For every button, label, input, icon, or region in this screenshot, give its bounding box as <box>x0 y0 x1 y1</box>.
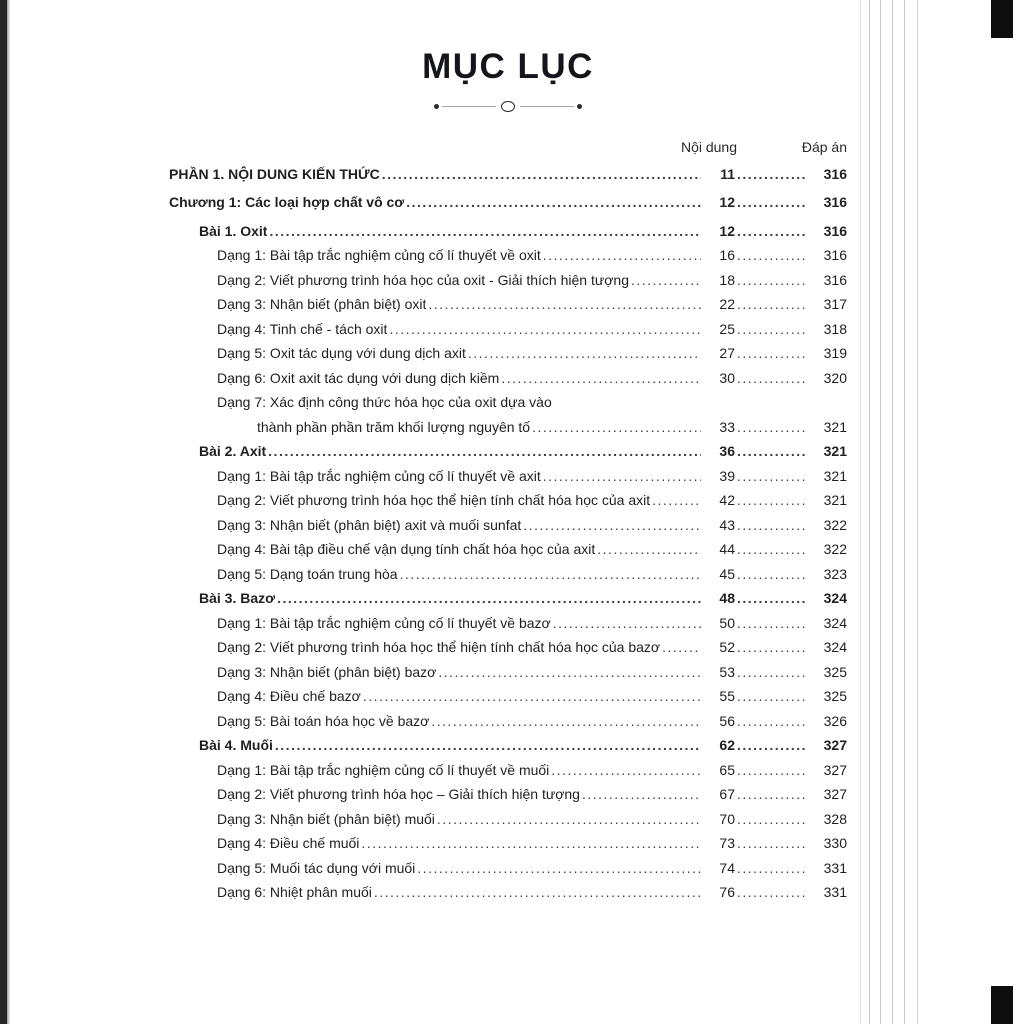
dot-leader <box>737 758 805 783</box>
answer-page-number: 316 <box>823 165 847 182</box>
dot-leader <box>382 162 701 187</box>
content-page-number: 65 <box>719 761 735 778</box>
toc-entry <box>169 537 847 562</box>
divider-ring-icon <box>501 101 515 112</box>
dot-leader <box>737 292 805 317</box>
dot-leader <box>737 831 805 856</box>
dot-leader <box>662 635 701 660</box>
divider-line <box>520 106 574 107</box>
dot-leader <box>631 268 701 293</box>
dot-leader <box>737 660 805 685</box>
toc-entry-label: Dạng 4: Điều chế muối <box>217 835 360 851</box>
toc-list <box>169 162 847 905</box>
toc-entry-label: Dạng 2: Viết phương trình hóa học thể hiện tính chất hóa học của bazơ <box>217 639 661 655</box>
toc-entry-label: Dạng 3: Nhận biết (phân biệt) axit và muối sunfat <box>217 516 522 533</box>
content-page-number: 11 <box>720 165 735 182</box>
dot-leader <box>737 464 805 489</box>
answer-page-number: 316 <box>823 222 847 239</box>
toc-entry <box>169 513 847 538</box>
answer-page-number: 324 <box>823 614 847 631</box>
dot-leader <box>400 562 701 587</box>
toc-entry-label: Dạng 5: Muối tác dụng với muối <box>217 859 416 876</box>
content-page-number: 44 <box>719 541 735 557</box>
dot-leader <box>582 782 701 807</box>
content-page-number: 50 <box>719 614 735 631</box>
toc-entry <box>169 880 847 905</box>
dot-leader <box>431 709 701 734</box>
page-title: MỤC LỤC <box>422 47 594 86</box>
dot-leader <box>468 341 701 366</box>
content-page-number: 16 <box>719 247 735 263</box>
dot-leader <box>532 415 701 440</box>
answer-page-number: 321 <box>823 467 847 484</box>
page-edge-line <box>860 0 861 1024</box>
content-page-number: 74 <box>719 859 735 876</box>
dot-leader <box>737 488 805 513</box>
dot-leader <box>737 341 805 366</box>
content-page-number: 70 <box>719 810 735 827</box>
answer-page-number: 330 <box>823 835 847 851</box>
toc-entry <box>169 782 847 807</box>
page-edge-line <box>869 0 870 1024</box>
dot-leader <box>737 366 805 391</box>
book-cover-corner-bottom <box>991 986 1013 1024</box>
dot-leader <box>551 758 701 783</box>
toc-entry-label: Dạng 4: Bài tập điều chế vận dụng tính chất hóa học của axit <box>217 541 596 557</box>
answer-page-number: 331 <box>823 859 847 876</box>
dot-leader <box>269 219 701 244</box>
dot-leader <box>437 807 701 832</box>
book-spine-shadow <box>7 0 10 1024</box>
answer-page-number: 321 <box>823 418 847 435</box>
answer-page-number: 326 <box>823 712 847 729</box>
dot-leader <box>737 562 805 587</box>
page-edge-line <box>904 0 905 1024</box>
toc-entry <box>169 758 847 783</box>
page-edge-line <box>892 0 893 1024</box>
dot-leader <box>406 190 701 215</box>
content-page-number: 25 <box>719 320 735 337</box>
toc-entry <box>169 243 847 268</box>
answer-page-number: 327 <box>823 786 847 802</box>
toc-entry <box>169 733 847 758</box>
content-page-number: 52 <box>719 639 735 655</box>
toc-entry <box>169 366 847 391</box>
dot-leader <box>737 611 805 636</box>
content-page-number: 76 <box>719 884 735 900</box>
answer-page-number: 317 <box>823 296 847 312</box>
dot-leader <box>553 611 701 636</box>
toc-entry-label: Bài 4. Muối <box>199 737 273 753</box>
toc-entry-label: Dạng 5: Bài toán hóa học về bazơ <box>217 712 430 729</box>
content-page-number: 48 <box>719 590 735 606</box>
dot-leader <box>268 439 701 464</box>
dot-leader <box>737 586 805 611</box>
dot-leader <box>737 807 805 832</box>
dot-leader <box>737 513 805 538</box>
answer-page-number: 323 <box>823 565 847 582</box>
content-page-number: 18 <box>719 271 735 288</box>
content-page-number: 27 <box>719 345 735 361</box>
toc-entry-label: Dạng 5: Oxit tác dụng với dung dịch axit <box>217 345 466 361</box>
toc-entry <box>169 660 847 685</box>
dot-leader <box>737 243 805 268</box>
toc-page <box>169 0 847 905</box>
dot-leader <box>363 684 701 709</box>
answer-page-number: 316 <box>823 247 847 263</box>
dot-leader <box>737 537 805 562</box>
content-page-number: 36 <box>719 443 735 459</box>
book-spine-edge <box>0 0 7 1024</box>
content-page-number: 22 <box>719 296 735 312</box>
answer-page-number: 322 <box>823 541 847 557</box>
answer-column-header: Đáp án <box>801 138 847 155</box>
dot-leader <box>737 880 805 905</box>
toc-entry-label: Dạng 6: Nhiệt phân muối <box>217 884 372 900</box>
dot-leader <box>374 880 701 905</box>
answer-page-number: 320 <box>823 369 847 386</box>
dot-leader <box>389 317 701 342</box>
toc-entry <box>169 831 847 856</box>
answer-page-number: 316 <box>823 271 847 288</box>
toc-entry-label: thành phần phần trăm khối lượng nguyên tố <box>257 418 531 435</box>
toc-entry-label: Dạng 1: Bài tập trắc nghiệm củng cố lí thuyết về axit <box>217 467 541 484</box>
divider-dot-icon <box>434 104 439 109</box>
dot-leader <box>737 782 805 807</box>
toc-entry-label: Bài 2. Axit <box>199 443 267 459</box>
content-page-number: 56 <box>719 712 735 729</box>
toc-entry-label: Dạng 3: Nhận biết (phân biệt) oxit <box>217 296 427 312</box>
answer-page-number: 327 <box>823 737 847 753</box>
answer-page-number: 318 <box>823 320 847 337</box>
content-page-number: 30 <box>719 369 735 386</box>
toc-entry <box>169 162 847 187</box>
toc-entry <box>169 439 847 464</box>
dot-leader <box>523 513 701 538</box>
content-page-number: 43 <box>719 516 735 533</box>
toc-entry-label: Dạng 7: Xác định công thức hóa học của oxit dựa vào <box>217 394 552 410</box>
content-column-header: Nội dung <box>680 138 737 155</box>
toc-entry-label: Dạng 6: Oxit axit tác dụng với dung dịch kiềm <box>217 369 500 386</box>
content-page-number: 45 <box>719 565 735 582</box>
answer-page-number: 319 <box>823 345 847 361</box>
dot-leader <box>737 439 805 464</box>
dot-leader <box>417 856 701 881</box>
toc-entry-label: Dạng 1: Bài tập trắc nghiệm củng cố lí thuyết về muối <box>217 761 550 778</box>
column-headers <box>169 139 847 155</box>
toc-entry-label: Bài 1. Oxit <box>199 222 268 239</box>
answer-page-number: 327 <box>823 761 847 778</box>
toc-entry-label: Dạng 4: Điều chế bazơ <box>217 688 361 704</box>
answer-page-number: 324 <box>823 639 847 655</box>
dot-leader <box>438 660 701 685</box>
toc-entry-label: Dạng 2: Viết phương trình hóa học của oxit - Giải thích hiện tượng <box>217 271 629 288</box>
toc-entry-label: Dạng 2: Viết phương trình hóa học thể hiện tính chất hóa học của axit <box>217 492 651 508</box>
answer-page-number: 324 <box>823 590 847 606</box>
dot-leader <box>597 537 701 562</box>
dot-leader <box>428 292 701 317</box>
page-edge-line <box>917 0 918 1024</box>
answer-page-number: 325 <box>823 688 847 704</box>
toc-entry <box>169 709 847 734</box>
toc-entry <box>169 586 847 611</box>
toc-entry <box>169 611 847 636</box>
dot-leader <box>275 733 701 758</box>
dot-leader <box>543 464 701 489</box>
toc-entry-label: Dạng 2: Viết phương trình hóa học – Giải thích hiện tượng <box>217 786 580 802</box>
dot-leader <box>501 366 701 391</box>
dot-leader <box>737 219 805 244</box>
answer-page-number: 328 <box>823 810 847 827</box>
content-page-number: 67 <box>719 786 735 802</box>
toc-entry-label: Dạng 1: Bài tập trắc nghiệm củng cố lí thuyết về bazơ <box>217 614 551 631</box>
dot-leader <box>737 190 805 215</box>
toc-entry-label: Chương 1: Các loại hợp chất vô cơ <box>169 194 405 210</box>
toc-entry <box>169 856 847 881</box>
answer-page-number: 321 <box>823 443 847 459</box>
toc-entry-label: Dạng 3: Nhận biết (phân biệt) bazơ <box>217 663 437 680</box>
toc-entry <box>169 562 847 587</box>
toc-entry-label: Bài 3. Bazơ <box>199 590 276 606</box>
toc-entry <box>169 390 847 415</box>
toc-entry <box>169 807 847 832</box>
dot-leader <box>737 162 805 187</box>
answer-page-number: 316 <box>823 194 847 210</box>
toc-entry-label: Dạng 5: Dạng toán trung hòa <box>217 565 398 582</box>
content-page-number: 39 <box>719 467 735 484</box>
toc-entry <box>169 317 847 342</box>
toc-entry <box>169 190 847 215</box>
dot-leader <box>737 856 805 881</box>
toc-entry <box>169 415 847 440</box>
toc-entry <box>169 488 847 513</box>
dot-leader <box>737 733 805 758</box>
dot-leader <box>737 684 805 709</box>
toc-entry <box>169 219 847 244</box>
content-page-number: 53 <box>719 663 735 680</box>
content-page-number: 33 <box>719 418 735 435</box>
dot-leader <box>737 415 805 440</box>
toc-entry <box>169 635 847 660</box>
toc-entry <box>169 684 847 709</box>
dot-leader <box>737 635 805 660</box>
content-page-number: 42 <box>719 492 735 508</box>
dot-leader <box>361 831 701 856</box>
dot-leader <box>543 243 701 268</box>
toc-entry <box>169 292 847 317</box>
dot-leader <box>737 317 805 342</box>
toc-entry-label: Dạng 1: Bài tập trắc nghiệm củng cố lí thuyết về oxit <box>217 247 541 263</box>
content-page-number: 12 <box>719 222 735 239</box>
toc-entry-label: PHẦN 1. NỘI DUNG KIẾN THỨC <box>169 165 380 182</box>
dot-leader <box>652 488 701 513</box>
content-page-number: 62 <box>719 737 735 753</box>
content-page-number: 12 <box>719 194 735 210</box>
page-edge-line <box>880 0 881 1024</box>
answer-page-number: 321 <box>823 492 847 508</box>
answer-page-number: 322 <box>823 516 847 533</box>
dot-leader <box>737 709 805 734</box>
content-page-number: 55 <box>719 688 735 704</box>
book-cover-corner-top <box>991 0 1013 38</box>
toc-entry <box>169 341 847 366</box>
dot-leader <box>737 268 805 293</box>
title-divider <box>169 101 847 113</box>
toc-entry <box>169 268 847 293</box>
toc-entry-label: Dạng 3: Nhận biết (phân biệt) muối <box>217 810 435 827</box>
answer-page-number: 331 <box>823 884 847 900</box>
divider-line <box>442 106 496 107</box>
divider-dot-icon <box>577 104 582 109</box>
content-page-number: 73 <box>719 835 735 851</box>
toc-entry-label: Dạng 4: Tinh chế - tách oxit <box>217 320 388 337</box>
answer-page-number: 325 <box>823 663 847 680</box>
dot-leader <box>277 586 701 611</box>
toc-entry <box>169 464 847 489</box>
